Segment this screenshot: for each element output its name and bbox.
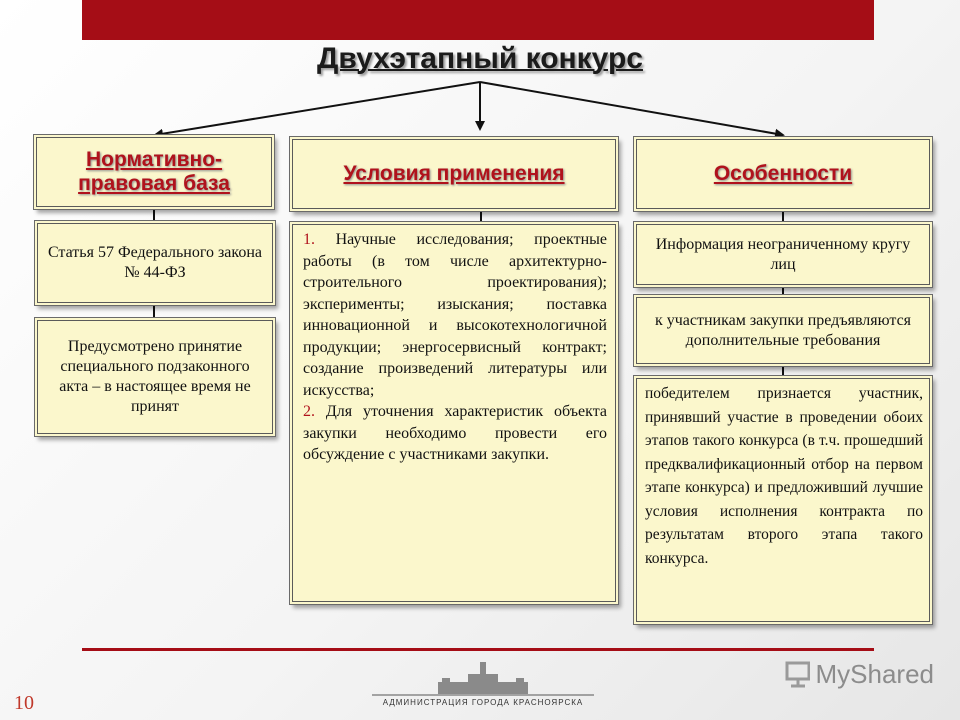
legal-basis-item-1 [37, 223, 273, 303]
page-title: Двухэтапный конкурс [317, 42, 643, 75]
features-item-1-text: Информация неограниченному кругу лиц [655, 235, 911, 273]
conditions-item-2 [303, 401, 607, 466]
header-conditions-label: Условия применения [343, 162, 565, 185]
conditions-list [292, 224, 616, 602]
conditions-item-1-text: Научные исследования; проектные работы (в том числе архитектурно-строительного проектирования); эксперименты; изыскания; поставка инновационной и высокотехнологичной продукции; энергосервисный контракт; создание произведений литературы или искусства; [303, 231, 608, 399]
myshared-text: MyShared [815, 658, 934, 689]
conditions-item-1-number: 1. [303, 231, 315, 248]
features-item-3-text: победителем признается участник, принявший участие в проведении обоих этапов такого конкурса (в т.ч. прошедший предквалификационный отбор на первом этапе конкурса) и предложивший лучшие условия исполнения контракта по результатам второго этапа такого конкурса. [645, 385, 923, 567]
administration-logo [372, 660, 594, 714]
presentation-icon [784, 659, 810, 689]
legal-basis-item-2-text: Предусмотрено принятие специального подзаконного акта – в настоящее время не принят [59, 338, 251, 415]
bottom-accent-line [82, 648, 874, 651]
header-features-label: Особенности [713, 162, 853, 185]
conditions-item-1 [303, 229, 607, 401]
administration-name: АДМИНИСТРАЦИЯ ГОРОДА КРАСНОЯРСКА [382, 698, 584, 707]
myshared-watermark [784, 656, 934, 692]
city-building-icon [372, 660, 594, 700]
header-features [636, 139, 930, 209]
page-number: 10 [14, 692, 34, 714]
header-conditions [292, 139, 616, 209]
arrow-to-right-header [480, 82, 783, 135]
features-item-1 [636, 224, 930, 285]
conditions-item-2-number: 2. [303, 403, 315, 420]
features-item-2-text: к участникам закупки предъявляются дополнительные требования [654, 311, 912, 349]
legal-basis-item-1-text: Статья 57 Федерального закона № 44-ФЗ [47, 244, 263, 281]
header-legal-basis [36, 137, 272, 207]
features-item-3 [636, 378, 930, 622]
legal-basis-item-2 [37, 320, 273, 434]
header-legal-basis-label: Нормативно-правовая база [78, 148, 230, 195]
features-item-2 [636, 297, 930, 364]
conditions-item-2-text: Для уточнения характеристик объекта закупки необходимо провести его обсуждение с участниками закупки. [303, 403, 607, 463]
arrow-to-left-header [155, 82, 480, 135]
